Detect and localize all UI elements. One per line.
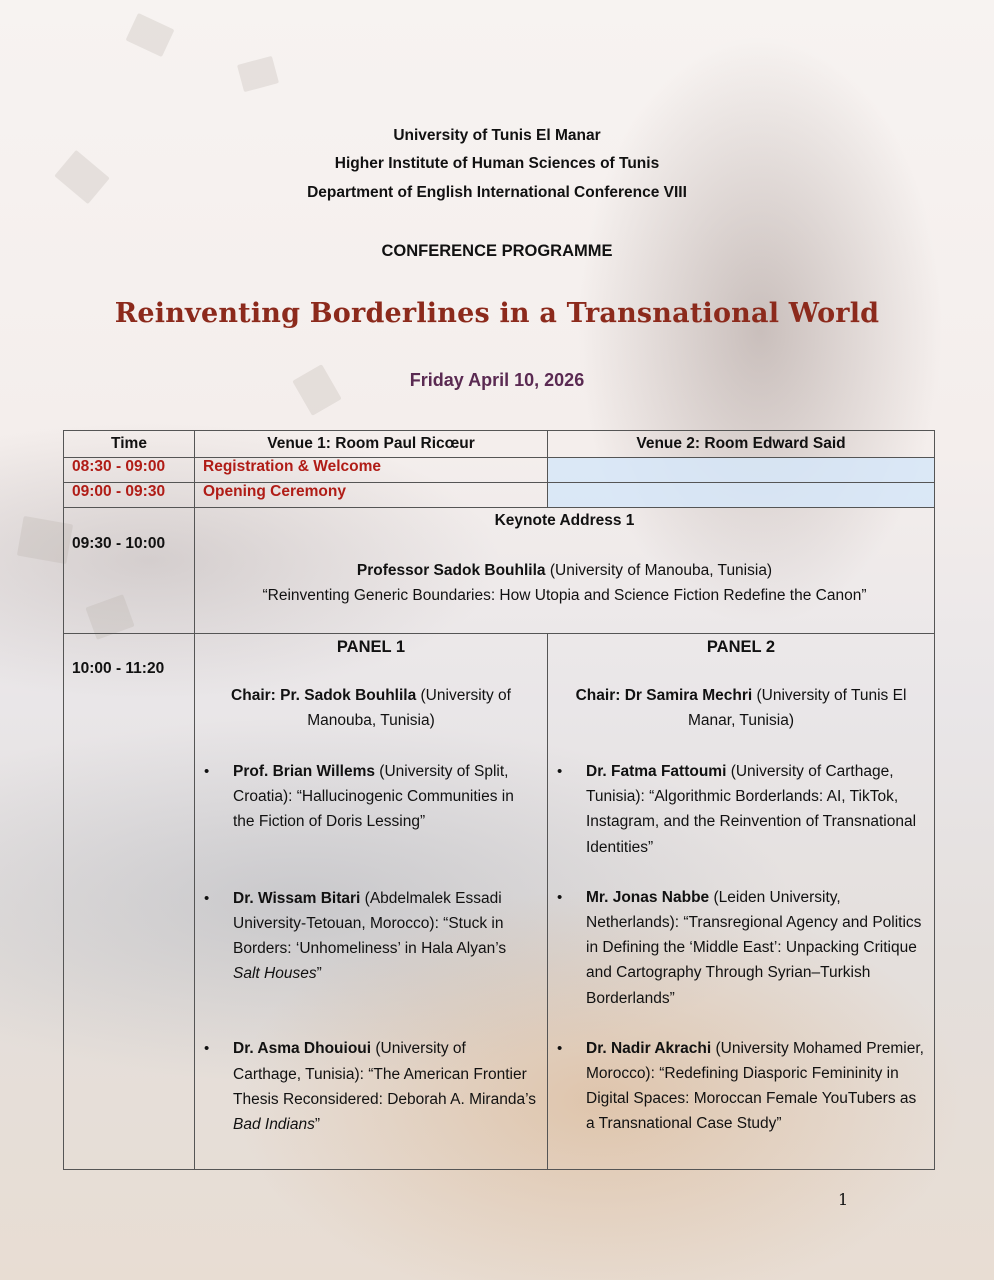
talk-text: (Abdelmalek Essadi University-Tetouan, Morocco): “Stuck in Borders: ‘Unhomeliness’ in Hala Alyan’s bbox=[233, 889, 507, 958]
time-opening: 09:00 - 09:30 bbox=[64, 483, 195, 508]
talk-text-end: ” bbox=[316, 965, 322, 983]
panel2-title: PANEL 2 bbox=[706, 638, 776, 656]
university-name: University of Tunis El Manar bbox=[393, 127, 601, 144]
panel1-chair bbox=[195, 683, 547, 733]
department-name: Department of English International Conference VIII bbox=[307, 184, 687, 201]
speaker-name: Prof. Brian Willems bbox=[233, 763, 375, 780]
institute-name: Higher Institute of Human Sciences of Tunis bbox=[334, 155, 660, 172]
table-row-panels bbox=[64, 634, 935, 1170]
keynote-speaker-line bbox=[195, 558, 934, 583]
opening-label: Opening Ceremony bbox=[195, 483, 548, 508]
talk-text: (Leiden University, Netherlands): “Transregional Agency and Politics in Defining the ‘Middle East’: Unpacking Critique and Cartography Through Syrian–Turkish Borderlands” bbox=[586, 888, 922, 1007]
speaker-name: Dr. Fatma Fattoumi bbox=[586, 763, 727, 780]
talk-text: (University of Split, Croatia): “Hallucinogenic Communities in the Fiction of Doris Lessing” bbox=[233, 763, 514, 831]
table-row-opening bbox=[64, 483, 935, 508]
talk-italic: Bad Indians bbox=[233, 1116, 315, 1134]
venue2-empty bbox=[548, 483, 935, 508]
background-scrap bbox=[237, 56, 279, 92]
list-item bbox=[233, 886, 537, 987]
keynote-cell bbox=[195, 508, 935, 634]
time-keynote: 09:30 - 10:00 bbox=[72, 535, 166, 552]
table-row-registration bbox=[64, 458, 935, 483]
time-registration: 08:30 - 09:00 bbox=[64, 458, 195, 483]
keynote-talk: “Reinventing Generic Boundaries: How Utopia and Science Fiction Redefine the Canon” bbox=[262, 587, 867, 604]
speaker-name: Mr. Jonas Nabbe bbox=[586, 888, 710, 906]
panel1-cell bbox=[195, 634, 548, 1170]
panel1-talk-list bbox=[195, 759, 547, 1137]
registration-label: Registration & Welcome bbox=[195, 458, 548, 483]
header-time: Time bbox=[64, 431, 195, 458]
background-scrap bbox=[126, 13, 175, 57]
speaker-name: Dr. Asma Dhouioui bbox=[233, 1040, 372, 1058]
talk-text: (University Mohamed Premier, Morocco): “Redefining Diasporic Femininity in Digital Spaces: Moroccan Female YouTubers as a Transnational Case Study” bbox=[586, 1039, 924, 1133]
header-venue1: Venue 1: Room Paul Ricœur bbox=[195, 431, 548, 458]
talk-text: (University of Carthage, Tunisia): “Algorithmic Borderlands: AI, TikTok, Instagram, and the Reinvention of Transnational Identities” bbox=[586, 763, 917, 856]
list-item bbox=[586, 1036, 924, 1137]
keynote-affiliation: (University of Manouba, Tunisia) bbox=[545, 562, 773, 579]
programme-table bbox=[63, 430, 935, 1170]
panel1-chair-affil: (University of Manouba, Tunisia) bbox=[307, 687, 511, 729]
panel2-talk-list bbox=[548, 759, 934, 1137]
header-venue2: Venue 2: Room Edward Said bbox=[548, 431, 935, 458]
panel1-chair-label: Chair: Pr. Sadok Bouhlila bbox=[231, 687, 417, 704]
programme-heading: CONFERENCE PROGRAMME bbox=[381, 242, 613, 260]
table-row-keynote bbox=[64, 508, 935, 634]
list-item bbox=[586, 759, 924, 860]
page-number: 1 bbox=[838, 1190, 849, 1209]
speaker-name: Dr. Wissam Bitari bbox=[233, 889, 361, 907]
panel2-chair-affil: (University of Tunis El Manar, Tunisia) bbox=[688, 687, 907, 729]
panel2-cell bbox=[548, 634, 935, 1170]
time-panels: 10:00 - 11:20 bbox=[72, 660, 165, 677]
venue2-empty bbox=[548, 458, 935, 483]
talk-text: (University of Carthage, Tunisia): “The American Frontier Thesis Reconsidered: Deborah A. Miranda’s bbox=[233, 1040, 536, 1108]
keynote-speaker: Professor Sadok Bouhlila bbox=[356, 562, 546, 579]
conference-title: Reinventing Borderlines in a Transnational World bbox=[114, 298, 880, 329]
conference-date: Friday April 10, 2026 bbox=[409, 370, 585, 390]
list-item bbox=[233, 1036, 537, 1137]
panel2-chair-label: Chair: Dr Samira Mechri bbox=[575, 687, 753, 704]
keynote-title: Keynote Address 1 bbox=[494, 512, 635, 529]
talk-text-end: ” bbox=[314, 1116, 321, 1134]
list-item bbox=[586, 885, 924, 1011]
speaker-name: Dr. Nadir Akrachi bbox=[586, 1039, 712, 1057]
table-header-row bbox=[64, 431, 935, 458]
panel1-title: PANEL 1 bbox=[336, 638, 406, 656]
panel2-chair bbox=[548, 683, 934, 733]
talk-italic: Salt Houses bbox=[233, 965, 317, 983]
list-item bbox=[233, 759, 537, 835]
